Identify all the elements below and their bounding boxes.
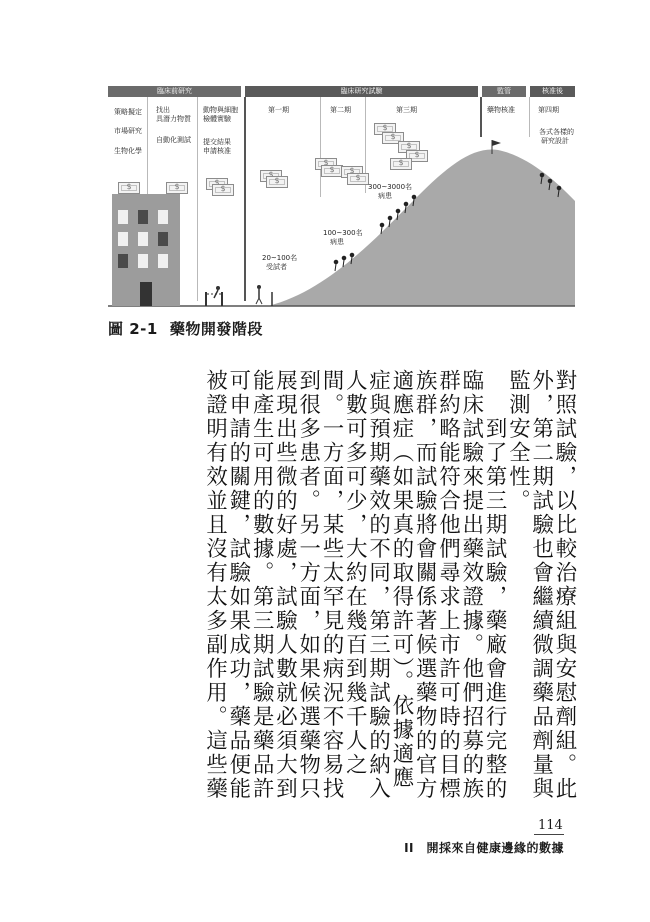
label-automated-testing: 自動化測試 xyxy=(156,136,191,144)
label-phase-2: 第二期 xyxy=(330,106,351,114)
footer-rule xyxy=(534,834,564,835)
figure-caption xyxy=(108,318,263,339)
text-column: 症與預期藥效的不同，第三期試驗的納入 xyxy=(365,369,391,801)
label-specimen-experiment: 檢體實驗 xyxy=(203,115,231,123)
text-column: 外，第二期試驗也會繼續微調藥品劑量與 xyxy=(528,369,554,801)
text-column: 適應症（如果真的取得許可）。依據適應 xyxy=(388,369,414,791)
label-phase3-count: 300~3000名 xyxy=(368,183,413,191)
label-drug-approval: 藥物核准 xyxy=(487,106,515,114)
label-phase2-count: 100~300名 xyxy=(323,229,363,237)
development-hill-illustration xyxy=(108,86,575,314)
label-phase1-subjects: 受試者 xyxy=(266,263,287,271)
phase-label: 臨床前研究 xyxy=(157,87,192,95)
label-market-research: 市場研究 xyxy=(114,127,142,135)
label-find: 找出 xyxy=(156,106,170,114)
label-potential-substance: 具潛力物質 xyxy=(156,115,191,123)
text-column: 能產生可用的數據。第三期試驗是藥品許 xyxy=(249,369,275,801)
label-phase4-design: 研究設計 xyxy=(541,137,569,145)
text-column: 人數可多可少，大約在幾百到幾千人之 xyxy=(342,369,368,777)
figure-number: 圖 2-1 xyxy=(108,320,158,338)
label-phase-4: 第四期 xyxy=(538,106,559,114)
text-column: 群約略能符合他們尋求上市許可時的目標 xyxy=(435,369,461,801)
body-text xyxy=(202,369,577,801)
text-column: 監測安全性。 xyxy=(505,369,531,513)
text-column: 族群，而試驗將會關係著候選藥物的官方 xyxy=(412,369,438,801)
label-phase2-patients: 病患 xyxy=(330,238,344,246)
running-head: II 開採來自健康邊緣的數據 xyxy=(404,841,564,855)
figure-title: 藥物開發階段 xyxy=(169,320,263,338)
text-column: 展現出些微的好處，試驗人數就必須大到 xyxy=(272,369,298,801)
text-column: 到了第三期試驗，藥廠會進行完整的 xyxy=(482,369,508,801)
text-column: 可申請的關鍵，試驗如果成功，藥品便能 xyxy=(225,369,251,801)
label-phase-1: 第一期 xyxy=(268,106,289,114)
label-strategy: 策略擬定 xyxy=(114,108,142,116)
text-column: 臨床試驗來提出藥效證據。他們招募的族 xyxy=(458,369,484,801)
text-column: 到很多患者。另一方面，如果候選藥物只 xyxy=(295,369,321,801)
text-column: 被證明有效並且沒有太多副作用。這些藥 xyxy=(202,369,228,801)
label-phase3-patients: 病患 xyxy=(378,192,392,200)
label-phase-3: 第三期 xyxy=(396,106,417,114)
phase-label: 核准後 xyxy=(542,87,563,95)
label-submit-results: 提交結果 xyxy=(203,138,231,146)
phase-label: 監管 xyxy=(497,87,511,95)
text-column: 間。一方面，某些太罕見的病況不容易找 xyxy=(319,369,345,801)
page-number: 114 xyxy=(538,818,563,833)
label-phase4-note: 各式各樣的 xyxy=(539,128,574,136)
text-column: 對照試驗，以比較治療組與安慰劑組。此 xyxy=(552,369,577,801)
drug-development-figure xyxy=(108,86,575,314)
label-animal-cell: 動物與細胞 xyxy=(203,106,238,114)
phase-label: 臨床研究試驗 xyxy=(340,87,383,95)
label-phase1-count: 20~100名 xyxy=(262,254,298,262)
label-apply-approval: 申請核准 xyxy=(203,147,231,155)
label-biochemistry: 生物化學 xyxy=(114,147,142,155)
